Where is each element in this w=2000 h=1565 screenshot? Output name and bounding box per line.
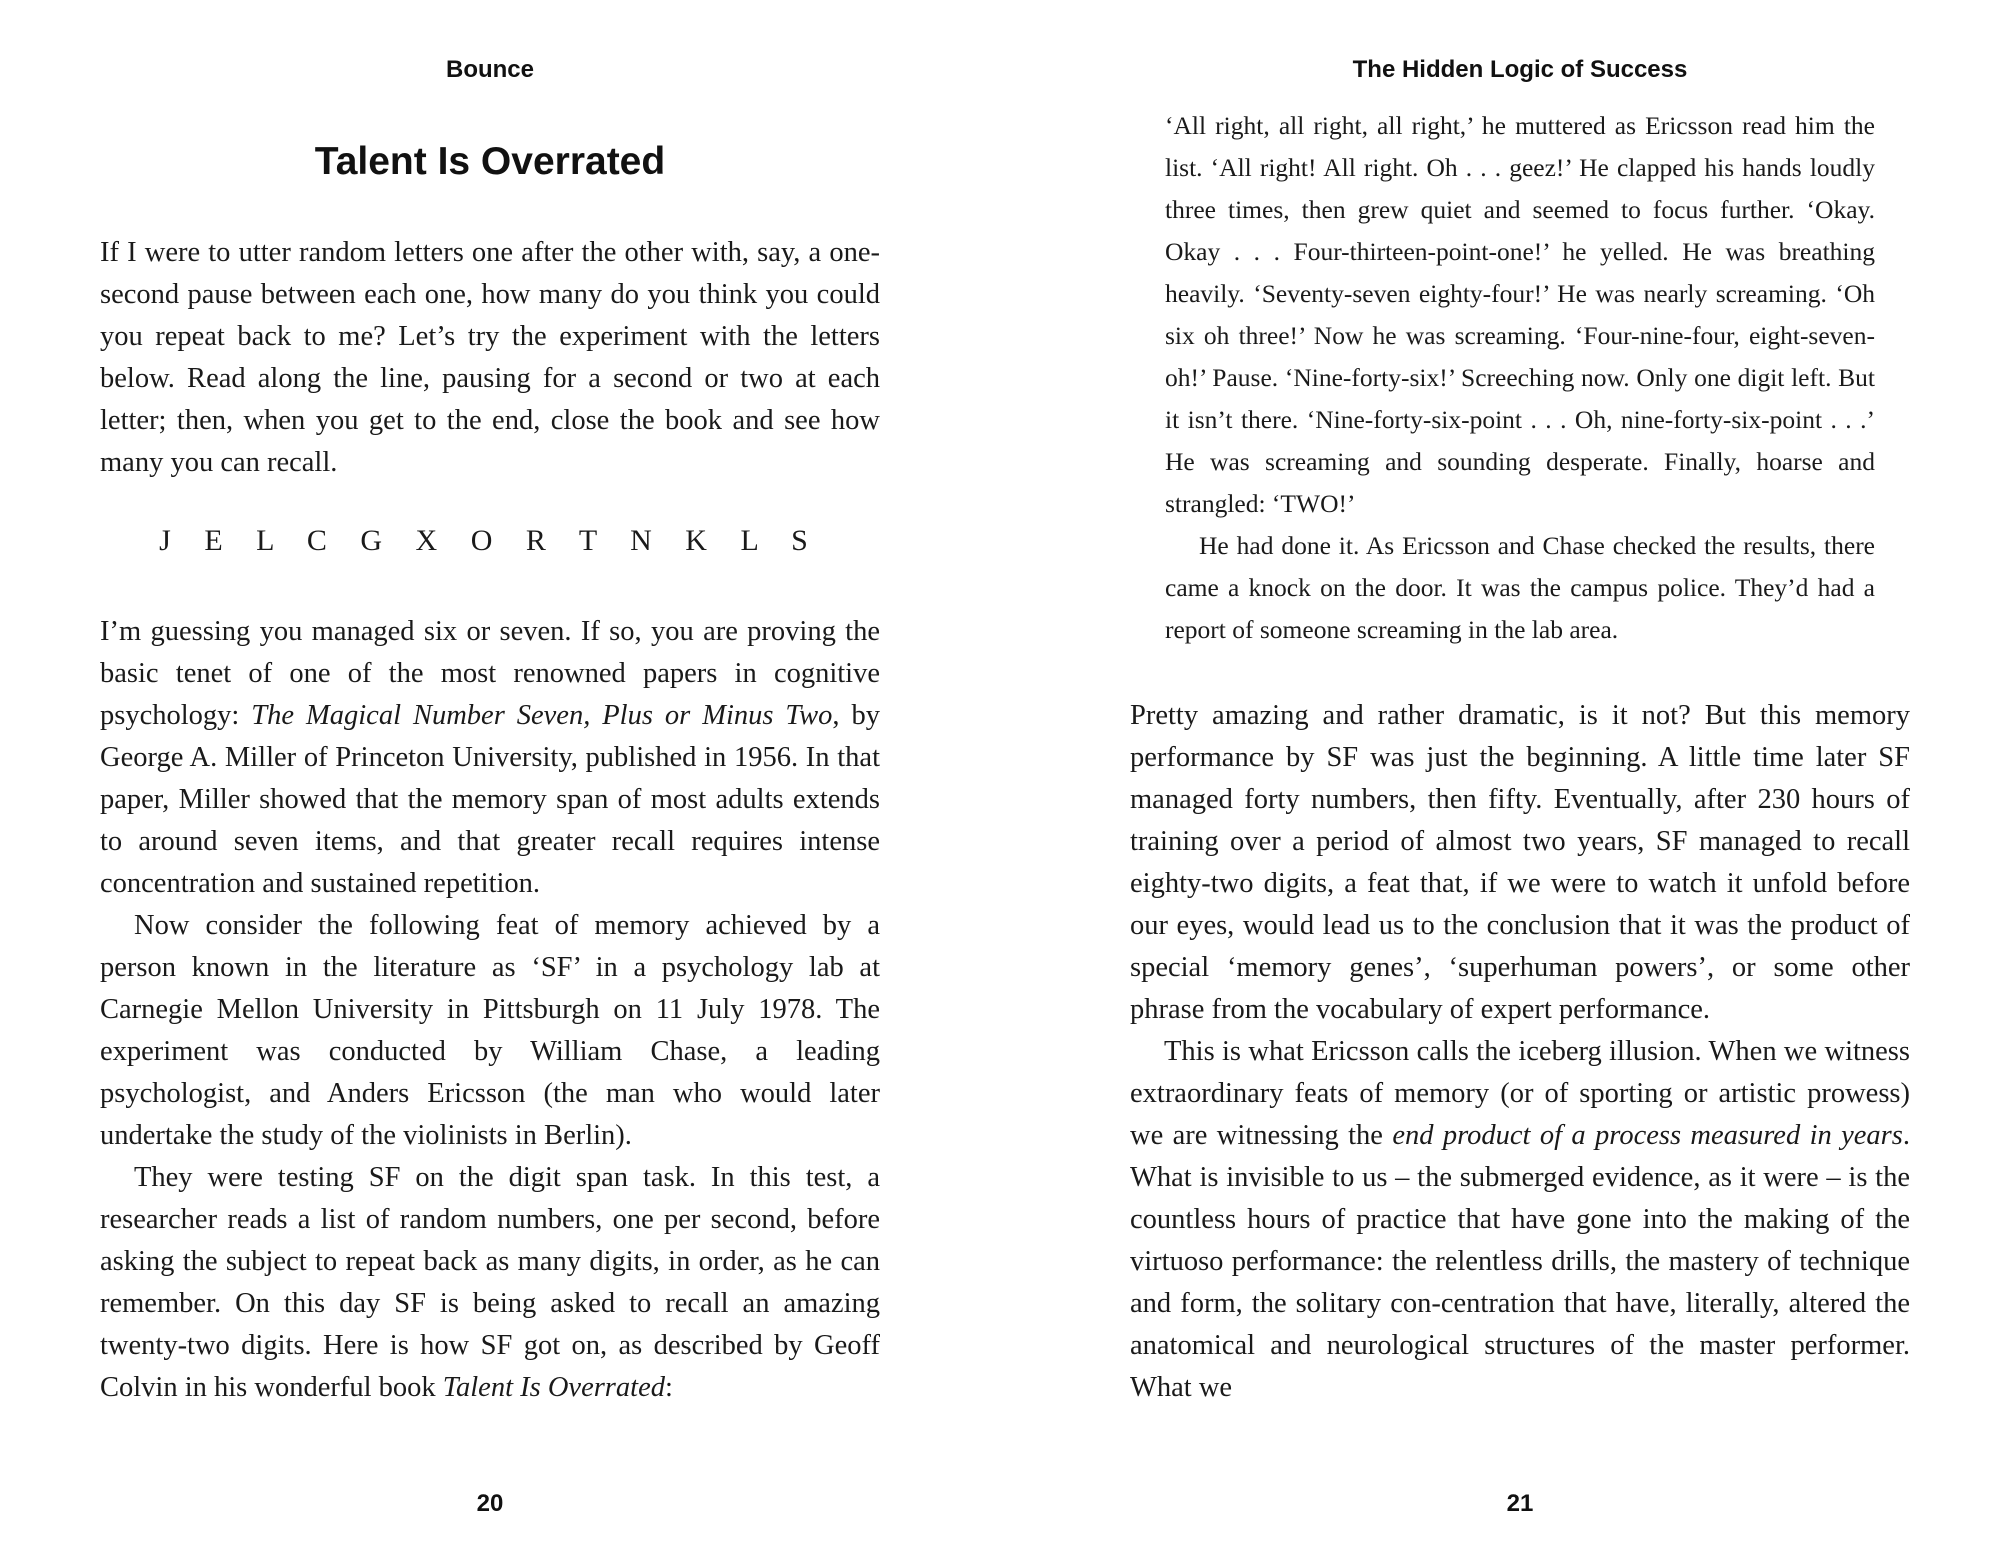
intro-text-block	[100, 232, 880, 484]
paragraph-digit-span	[100, 1157, 880, 1409]
paragraph-iceberg	[1130, 1031, 1910, 1409]
paragraph-sf-feat: Now consider the following feat of memory achieved by a person known in the literature as ‘SF’ in a psychology lab at Carnegie Mellon University in Pittsburgh on 11 July 1978. The experiment was conducted by William Chase, a leading psychologist, and Anders Ericsson (the man who would later undertake the study of the violinists in Berlin).	[100, 910, 880, 1151]
page-number-right: 21	[1506, 1490, 1534, 1517]
emphasis-end-product: end product of a process measured in years	[1392, 1120, 1903, 1151]
chapter-title: Talent Is Overrated	[314, 140, 666, 183]
paragraph-iceberg-text-2: . What is invisible to us – the submerged evidence, as it were – is the countless hours of practice that have gone into the making of the virtuoso performance: the relentless drills, the mastery of technique and form, the solitary con-centration that have, literally, altered the anatomical and neurological structures of the master performer. What we	[1130, 1120, 1910, 1403]
letter-sequence: J E L C G X O R T N K L S	[159, 524, 821, 557]
quote-paragraph-1: ‘All right, all right, all right,’ he muttered as Ericsson read him the list. ‘All right! All right. Oh . . . geez!’ He clapped his hands loudly three times, then grew quiet and seemed to focus further. ‘Okay. Okay . . . Four-thirteen-point-one!’ he yelled. He was breathing heavily. ‘Seventy-seven eighty-four!’ He was nearly screaming. ‘Oh six oh three!’ Now he was screaming. ‘Four-nine-four, eight-seven-oh!’ Pause. ‘Nine-forty-six!’ Screeching now. Only one digit left. But it isn’t there. ‘Nine-forty-six-point . . . Oh, nine-forty-six-point . . .’ He was screaming and sounding desperate. Finally, hoarse and strangled: ‘TWO!’	[1165, 111, 1875, 518]
paragraph-miller-text-2: , by George A. Miller of Princeton University, published in 1956. In that paper, Miller showed that the memory span of most adults extends to around seven items, and that greater recall requires intense concentration and sustained repetition.	[100, 700, 881, 899]
main-text-block-left	[100, 611, 880, 1409]
paragraph-miller-text-1: I’m guessing you managed six or seven. If so, you are proving the basic tenet of one of the most renowned papers in cognitive psychology:	[100, 616, 880, 731]
paragraph-iceberg-text-1: This is what Ericsson calls the iceberg illusion. When we witness extraordinary feats of memory (or of sporting or artistic prowess) we are witnessing the	[1130, 1036, 1910, 1151]
running-head-left: Bounce	[445, 56, 534, 83]
paragraph-digit-span-text-2: :	[664, 1372, 673, 1403]
paragraph-miller	[100, 611, 880, 905]
main-text-block-right	[1130, 695, 1910, 1409]
paragraph-digit-span-text-1: They were testing SF on the digit span task. In this test, a researcher reads a list of random numbers, one per second, before asking the subject to repeat back as many digits, in order, as he can remember. On this day SF is being asked to recall an amazing twenty-two digits. Here is how SF got on, as described by Geoff Colvin in his wonderful book	[100, 1162, 880, 1403]
left-page	[0, 0, 990, 1565]
page-number-left: 20	[476, 1490, 504, 1517]
intro-paragraph: If I were to utter random letters one after the other with, say, a one-second pause between each one, how many do you think you could you repeat back to me? Let’s try the experiment with the letters below. Read along the line, pausing for a second or two at each letter; then, when you get to the end, close the book and see how many you can recall.	[100, 237, 880, 478]
paper-title: The Magical Number Seven, Plus or Minus Two	[251, 700, 833, 731]
book-title: Talent Is Overrated	[442, 1372, 665, 1403]
running-head-right: The Hidden Logic of Success	[1352, 56, 1688, 83]
block-quote	[1165, 105, 1875, 651]
quote-paragraph-2: He had done it. As Ericsson and Chase checked the results, there came a knock on the door. It was the campus police. They’d had a report of someone screaming in the lab area.	[1165, 531, 1875, 644]
paragraph-amazing: Pretty amazing and rather dramatic, is it not? But this memory performance by SF was just the beginning. A little time later SF managed forty numbers, then fifty. Eventually, after 230 hours of training over a period of almost two years, SF managed to recall eighty-two digits, a feat that, if we were to watch it unfold before our eyes, would lead us to the conclusion that it was the product of special ‘memory genes’, ‘superhuman powers’, or some other phrase from the vocabulary of expert performance.	[1130, 700, 1910, 1025]
